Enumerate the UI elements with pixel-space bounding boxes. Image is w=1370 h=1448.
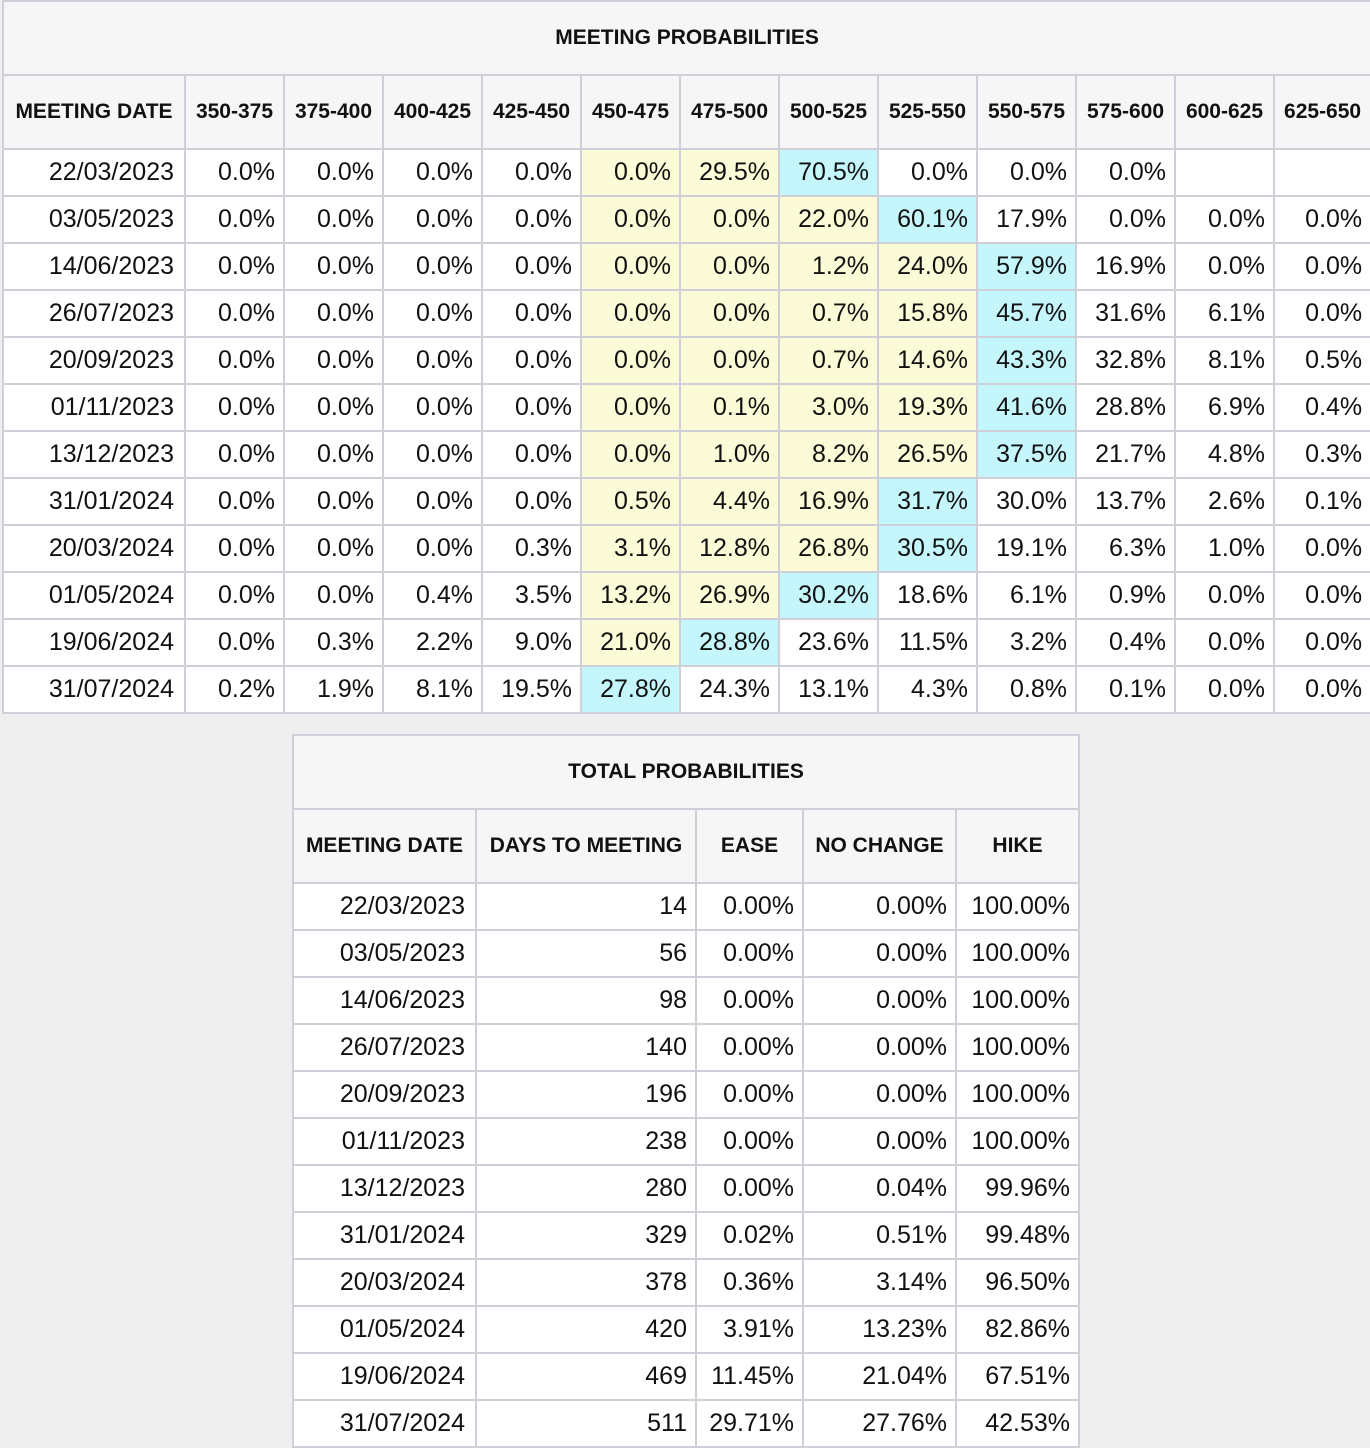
probability-cell: 43.3% (977, 337, 1076, 384)
hike-cell: 82.86% (956, 1306, 1079, 1353)
probability-cell: 0.0% (482, 478, 581, 525)
probability-cell: 26.8% (779, 525, 878, 572)
meeting-header-row (3, 75, 1370, 149)
probability-cell: 0.0% (383, 149, 482, 196)
probability-cell: 0.0% (284, 290, 383, 337)
probability-cell: 0.0% (383, 337, 482, 384)
probability-cell: 0.1% (680, 384, 779, 431)
meeting-date-cell: 03/05/2023 (293, 930, 476, 977)
probability-cell: 13.1% (779, 666, 878, 713)
probability-cell: 0.0% (284, 384, 383, 431)
probability-cell: 0.0% (383, 196, 482, 243)
meeting-date-cell: 03/05/2023 (3, 196, 185, 243)
probability-cell (1175, 149, 1274, 196)
meeting-date-cell: 31/07/2024 (293, 1400, 476, 1447)
hike-cell: 99.96% (956, 1165, 1079, 1212)
probability-cell: 6.3% (1076, 525, 1175, 572)
probability-cell: 27.8% (581, 666, 680, 713)
probability-cell: 1.9% (284, 666, 383, 713)
probability-cell: 70.5% (779, 149, 878, 196)
probability-cell: 0.0% (1274, 243, 1370, 290)
table-row (3, 196, 1370, 243)
probability-cell: 0.0% (482, 196, 581, 243)
no-change-cell: 21.04% (803, 1353, 956, 1400)
table-row (293, 883, 1079, 930)
ease-cell: 0.00% (696, 977, 803, 1024)
probability-cell: 0.0% (878, 149, 977, 196)
probability-cell: 0.0% (185, 384, 284, 431)
probability-cell: 4.3% (878, 666, 977, 713)
meeting-date-cell: 14/06/2023 (3, 243, 185, 290)
no-change-cell: 3.14% (803, 1259, 956, 1306)
probability-cell: 0.0% (185, 431, 284, 478)
probability-cell: 28.8% (680, 619, 779, 666)
ease-cell: 11.45% (696, 1353, 803, 1400)
probability-cell: 1.2% (779, 243, 878, 290)
meeting-date-cell: 20/09/2023 (293, 1071, 476, 1118)
column-header: 550-575 (977, 75, 1076, 149)
probability-cell: 41.6% (977, 384, 1076, 431)
table-row (3, 666, 1370, 713)
ease-cell: 0.00% (696, 1071, 803, 1118)
ease-cell: 0.00% (696, 1118, 803, 1165)
probability-cell: 13.7% (1076, 478, 1175, 525)
probability-cell: 0.0% (1274, 572, 1370, 619)
days-to-meeting-cell: 378 (476, 1259, 696, 1306)
column-header: 475-500 (680, 75, 779, 149)
probability-cell: 0.0% (680, 243, 779, 290)
table-row (3, 572, 1370, 619)
meeting-date-cell: 26/07/2023 (3, 290, 185, 337)
ease-cell: 0.00% (696, 883, 803, 930)
probability-cell: 3.1% (581, 525, 680, 572)
meeting-date-cell: 14/06/2023 (293, 977, 476, 1024)
probability-cell: 32.8% (1076, 337, 1175, 384)
meeting-date-cell: 13/12/2023 (3, 431, 185, 478)
probability-cell: 0.0% (482, 431, 581, 478)
probability-cell: 4.8% (1175, 431, 1274, 478)
column-header: 450-475 (581, 75, 680, 149)
hike-cell: 100.00% (956, 977, 1079, 1024)
hike-cell: 99.48% (956, 1212, 1079, 1259)
no-change-cell: 27.76% (803, 1400, 956, 1447)
probability-cell: 0.0% (284, 149, 383, 196)
table-row (3, 384, 1370, 431)
probability-cell: 0.9% (1076, 572, 1175, 619)
meeting-date-cell: 19/06/2024 (293, 1353, 476, 1400)
probability-cell: 2.2% (383, 619, 482, 666)
probability-cell: 24.0% (878, 243, 977, 290)
table-row (3, 525, 1370, 572)
meeting-date-cell: 31/01/2024 (3, 478, 185, 525)
probability-cell: 0.0% (383, 384, 482, 431)
meeting-date-cell: 22/03/2023 (293, 883, 476, 930)
table-row (293, 1400, 1079, 1447)
total-probabilities-title: TOTAL PROBABILITIES (293, 735, 1079, 809)
probability-cell: 17.9% (977, 196, 1076, 243)
table-row (293, 977, 1079, 1024)
probability-cell: 0.0% (284, 196, 383, 243)
probability-cell: 0.0% (185, 149, 284, 196)
table-row (3, 431, 1370, 478)
meeting-probabilities-title: MEETING PROBABILITIES (3, 1, 1370, 75)
table-row (293, 930, 1079, 977)
probability-cell: 0.4% (1274, 384, 1370, 431)
meeting-date-cell: 22/03/2023 (3, 149, 185, 196)
days-to-meeting-cell: 238 (476, 1118, 696, 1165)
total-table-body (293, 883, 1079, 1447)
column-header: 575-600 (1076, 75, 1175, 149)
days-to-meeting-cell: 511 (476, 1400, 696, 1447)
probability-cell: 1.0% (680, 431, 779, 478)
probability-cell: 0.0% (1175, 619, 1274, 666)
probability-cell: 1.0% (1175, 525, 1274, 572)
probability-cell: 0.0% (581, 384, 680, 431)
meeting-date-cell: 19/06/2024 (3, 619, 185, 666)
probability-cell: 0.0% (284, 478, 383, 525)
days-to-meeting-cell: 469 (476, 1353, 696, 1400)
column-header: 375-400 (284, 75, 383, 149)
probability-cell: 31.6% (1076, 290, 1175, 337)
days-to-meeting-cell: 140 (476, 1024, 696, 1071)
probability-cell: 0.0% (482, 243, 581, 290)
probability-cell: 0.0% (1274, 666, 1370, 713)
meeting-date-cell: 26/07/2023 (293, 1024, 476, 1071)
column-header: 400-425 (383, 75, 482, 149)
probability-cell: 0.0% (185, 619, 284, 666)
probability-cell: 19.1% (977, 525, 1076, 572)
table-row (293, 1306, 1079, 1353)
meeting-date-cell: 01/11/2023 (3, 384, 185, 431)
probability-cell: 31.7% (878, 478, 977, 525)
no-change-cell: 0.00% (803, 883, 956, 930)
meeting-date-cell: 13/12/2023 (293, 1165, 476, 1212)
probability-cell: 0.0% (482, 290, 581, 337)
probability-cell: 23.6% (779, 619, 878, 666)
probability-cell: 16.9% (1076, 243, 1175, 290)
ease-cell: 0.02% (696, 1212, 803, 1259)
probability-cell: 0.0% (1175, 572, 1274, 619)
column-header: 525-550 (878, 75, 977, 149)
probability-cell: 8.2% (779, 431, 878, 478)
meeting-date-cell: 20/03/2024 (3, 525, 185, 572)
hike-cell: 96.50% (956, 1259, 1079, 1306)
days-to-meeting-cell: 14 (476, 883, 696, 930)
probability-cell: 0.0% (1274, 525, 1370, 572)
table-row (3, 478, 1370, 525)
ease-cell: 0.36% (696, 1259, 803, 1306)
probability-cell: 0.3% (1274, 431, 1370, 478)
probability-cell: 28.8% (1076, 384, 1175, 431)
probability-cell: 0.0% (284, 431, 383, 478)
column-header: 600-625 (1175, 75, 1274, 149)
column-header: DAYS TO MEETING (476, 809, 696, 883)
days-to-meeting-cell: 56 (476, 930, 696, 977)
meeting-date-cell: 01/05/2024 (3, 572, 185, 619)
probability-cell: 0.0% (581, 431, 680, 478)
probability-cell: 30.5% (878, 525, 977, 572)
probability-cell: 0.0% (185, 196, 284, 243)
probability-cell: 0.0% (383, 290, 482, 337)
probability-cell: 6.1% (1175, 290, 1274, 337)
probability-cell: 30.2% (779, 572, 878, 619)
table-row (293, 1165, 1079, 1212)
table-row (3, 337, 1370, 384)
probability-cell: 26.9% (680, 572, 779, 619)
meeting-date-cell: 31/07/2024 (3, 666, 185, 713)
probability-cell: 0.0% (284, 572, 383, 619)
probability-cell: 2.6% (1175, 478, 1274, 525)
no-change-cell: 0.00% (803, 1071, 956, 1118)
table-row (293, 1353, 1079, 1400)
table-row (3, 243, 1370, 290)
table-row (3, 619, 1370, 666)
days-to-meeting-cell: 420 (476, 1306, 696, 1353)
column-header: NO CHANGE (803, 809, 956, 883)
no-change-cell: 0.00% (803, 977, 956, 1024)
probability-cell: 0.7% (779, 337, 878, 384)
probability-cell: 8.1% (383, 666, 482, 713)
probability-cell: 30.0% (977, 478, 1076, 525)
probability-cell: 0.0% (1076, 196, 1175, 243)
table-row (293, 1212, 1079, 1259)
probability-cell: 0.0% (1076, 149, 1175, 196)
probability-cell: 0.1% (1274, 478, 1370, 525)
probability-cell: 0.0% (284, 243, 383, 290)
probability-cell: 19.3% (878, 384, 977, 431)
probability-cell: 26.5% (878, 431, 977, 478)
total-probabilities-table (292, 734, 1080, 1448)
probability-cell: 0.0% (185, 243, 284, 290)
probability-cell: 0.4% (1076, 619, 1175, 666)
probability-cell: 6.9% (1175, 384, 1274, 431)
probability-cell: 0.0% (581, 149, 680, 196)
probability-cell: 16.9% (779, 478, 878, 525)
probability-cell: 0.0% (185, 337, 284, 384)
column-header: HIKE (956, 809, 1079, 883)
probability-cell: 37.5% (977, 431, 1076, 478)
probability-cell: 0.3% (284, 619, 383, 666)
probability-cell: 15.8% (878, 290, 977, 337)
probability-cell: 60.1% (878, 196, 977, 243)
table-row (293, 1071, 1079, 1118)
meeting-date-cell: 20/03/2024 (293, 1259, 476, 1306)
probability-cell: 0.7% (779, 290, 878, 337)
probability-cell: 0.0% (680, 196, 779, 243)
table-row (293, 1118, 1079, 1165)
column-header: EASE (696, 809, 803, 883)
probability-cell: 4.4% (680, 478, 779, 525)
ease-cell: 3.91% (696, 1306, 803, 1353)
column-header: 425-450 (482, 75, 581, 149)
probability-cell: 0.0% (581, 290, 680, 337)
column-header: 350-375 (185, 75, 284, 149)
probability-cell: 0.0% (680, 337, 779, 384)
no-change-cell: 0.00% (803, 1024, 956, 1071)
probability-cell: 21.7% (1076, 431, 1175, 478)
days-to-meeting-cell: 329 (476, 1212, 696, 1259)
probability-cell: 0.0% (581, 337, 680, 384)
probability-cell: 0.0% (1175, 196, 1274, 243)
ease-cell: 0.00% (696, 1024, 803, 1071)
probability-cell: 0.0% (680, 290, 779, 337)
table-row (293, 1259, 1079, 1306)
probability-cell: 0.0% (383, 431, 482, 478)
probability-cell: 0.0% (977, 149, 1076, 196)
probability-cell: 0.1% (1076, 666, 1175, 713)
probability-cell: 0.0% (482, 384, 581, 431)
probability-cell: 0.0% (185, 478, 284, 525)
meeting-date-cell: 01/11/2023 (293, 1118, 476, 1165)
probability-cell: 0.8% (977, 666, 1076, 713)
probability-cell: 0.0% (383, 243, 482, 290)
probability-cell: 3.2% (977, 619, 1076, 666)
probability-cell: 0.0% (1274, 619, 1370, 666)
hike-cell: 100.00% (956, 1118, 1079, 1165)
probability-cell: 0.0% (482, 149, 581, 196)
total-header-row (293, 809, 1079, 883)
column-header: 625-650 (1274, 75, 1370, 149)
probability-cell: 0.0% (482, 337, 581, 384)
probability-cell: 0.0% (185, 290, 284, 337)
probability-cell: 19.5% (482, 666, 581, 713)
probability-cell: 0.2% (185, 666, 284, 713)
table-row (3, 149, 1370, 196)
hike-cell: 100.00% (956, 1071, 1079, 1118)
probability-cell: 0.0% (1175, 666, 1274, 713)
probability-cell: 9.0% (482, 619, 581, 666)
probability-cell: 45.7% (977, 290, 1076, 337)
meeting-date-cell: 31/01/2024 (293, 1212, 476, 1259)
probability-cell: 8.1% (1175, 337, 1274, 384)
no-change-cell: 13.23% (803, 1306, 956, 1353)
probability-cell: 11.5% (878, 619, 977, 666)
no-change-cell: 0.04% (803, 1165, 956, 1212)
hike-cell: 100.00% (956, 883, 1079, 930)
meeting-date-cell: 20/09/2023 (3, 337, 185, 384)
probability-cell: 0.5% (581, 478, 680, 525)
hike-cell: 100.00% (956, 930, 1079, 977)
probability-cell: 0.0% (1274, 290, 1370, 337)
days-to-meeting-cell: 280 (476, 1165, 696, 1212)
probability-cell: 0.0% (185, 572, 284, 619)
probability-cell: 13.2% (581, 572, 680, 619)
ease-cell: 0.00% (696, 1165, 803, 1212)
probability-cell: 18.6% (878, 572, 977, 619)
ease-cell: 0.00% (696, 930, 803, 977)
probability-cell: 0.0% (581, 243, 680, 290)
probability-cell: 0.5% (1274, 337, 1370, 384)
probability-cell: 0.0% (581, 196, 680, 243)
probability-cell: 24.3% (680, 666, 779, 713)
hike-cell: 67.51% (956, 1353, 1079, 1400)
column-header: MEETING DATE (293, 809, 476, 883)
probability-cell: 6.1% (977, 572, 1076, 619)
probability-cell: 29.5% (680, 149, 779, 196)
probability-cell: 57.9% (977, 243, 1076, 290)
hike-cell: 42.53% (956, 1400, 1079, 1447)
probability-cell: 0.3% (482, 525, 581, 572)
hike-cell: 100.00% (956, 1024, 1079, 1071)
probability-cell: 12.8% (680, 525, 779, 572)
probability-cell: 0.0% (1175, 243, 1274, 290)
days-to-meeting-cell: 196 (476, 1071, 696, 1118)
no-change-cell: 0.51% (803, 1212, 956, 1259)
days-to-meeting-cell: 98 (476, 977, 696, 1024)
probability-cell: 0.0% (1274, 196, 1370, 243)
meeting-date-cell: 01/05/2024 (293, 1306, 476, 1353)
column-header: 500-525 (779, 75, 878, 149)
probability-cell: 0.4% (383, 572, 482, 619)
probability-cell (1274, 149, 1370, 196)
no-change-cell: 0.00% (803, 1118, 956, 1165)
probability-cell: 0.0% (284, 337, 383, 384)
probability-cell: 0.0% (185, 525, 284, 572)
probability-cell: 0.0% (383, 525, 482, 572)
ease-cell: 29.71% (696, 1400, 803, 1447)
column-header: MEETING DATE (3, 75, 185, 149)
probability-cell: 22.0% (779, 196, 878, 243)
probability-cell: 3.0% (779, 384, 878, 431)
probability-cell: 0.0% (383, 478, 482, 525)
probability-cell: 3.5% (482, 572, 581, 619)
table-row (3, 290, 1370, 337)
probability-cell: 14.6% (878, 337, 977, 384)
probability-cell: 0.0% (284, 525, 383, 572)
probability-cell: 21.0% (581, 619, 680, 666)
no-change-cell: 0.00% (803, 930, 956, 977)
meeting-probabilities-table (2, 0, 1370, 714)
table-row (293, 1024, 1079, 1071)
meeting-table-body (3, 149, 1370, 713)
